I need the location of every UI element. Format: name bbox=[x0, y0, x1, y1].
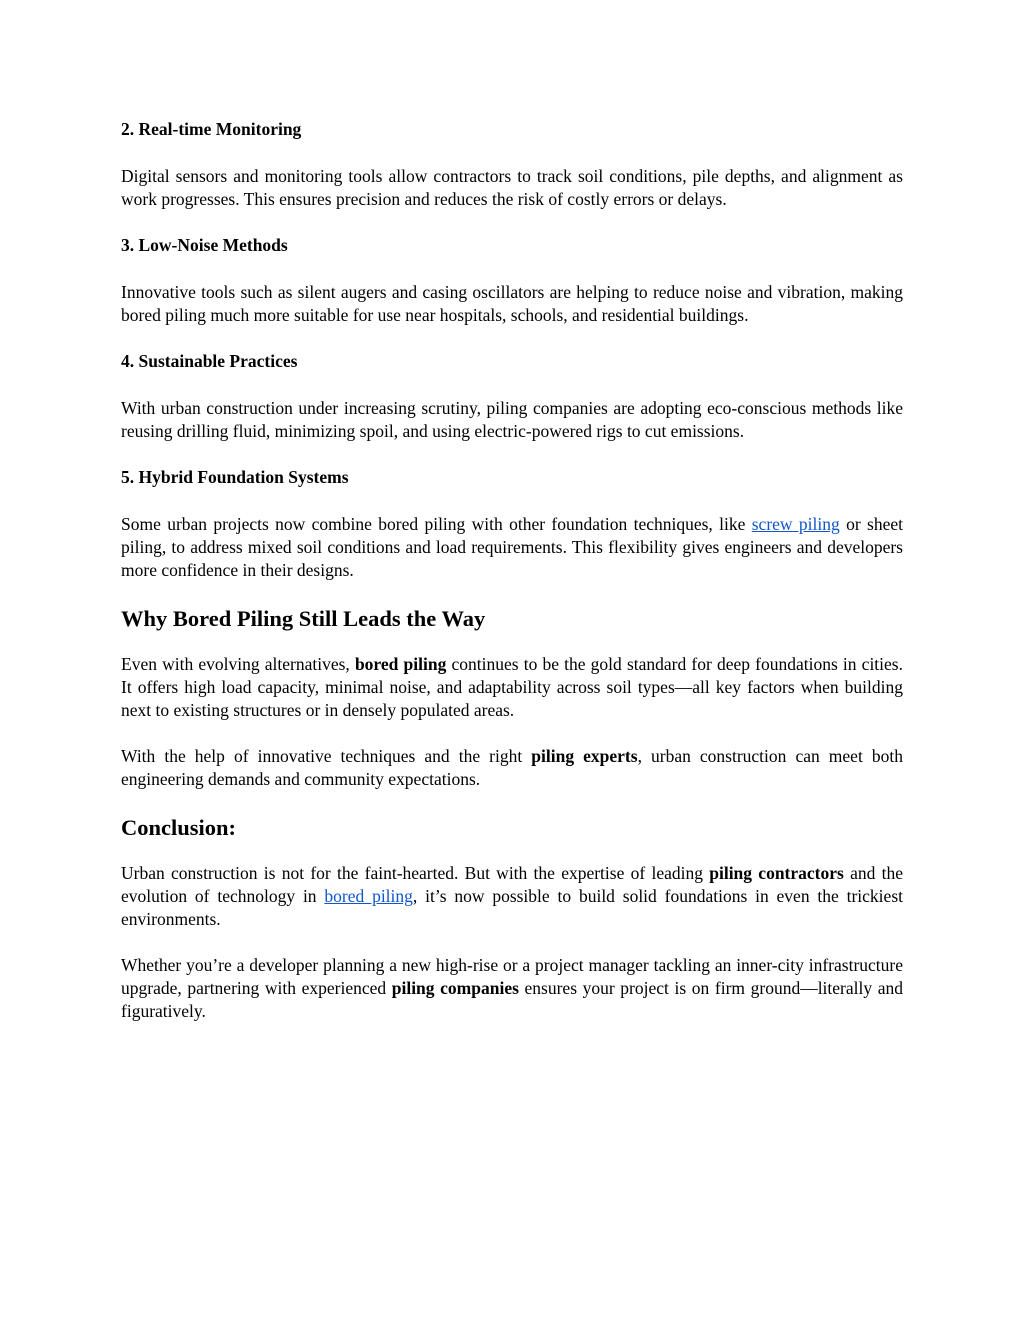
paragraph-low-noise-methods: Innovative tools such as silent augers and casing oscillators are helping to reduce noise and vibration, making bored piling much more suitable for use near hospitals, schools, and residential buildings. bbox=[121, 282, 903, 325]
text-run: Even with evolving alternatives, bbox=[121, 654, 355, 674]
text-run: With the help of innovative techniques and the right bbox=[121, 746, 532, 766]
bored-piling-link[interactable]: bored piling bbox=[324, 886, 413, 906]
bold-piling-companies: piling companies bbox=[391, 978, 519, 998]
paragraph-conclusion-1 bbox=[121, 862, 903, 931]
text-run: continues to be the gold standard for deep foundations in cities. It offers high load capacity, minimal noise, and adaptability across soil types—all key factors when building next to existing structures or in densely populated areas. bbox=[121, 654, 903, 720]
section-heading-low-noise-methods: 3. Low-Noise Methods bbox=[121, 235, 288, 255]
bold-piling-contractors: piling contractors bbox=[709, 863, 844, 883]
heading-why-bored-piling: Why Bored Piling Still Leads the Way bbox=[121, 606, 486, 631]
section-heading-real-time-monitoring: 2. Real-time Monitoring bbox=[121, 119, 302, 139]
screw-piling-link[interactable]: screw piling bbox=[751, 514, 840, 534]
text-run: , urban construction can meet both engineering demands and community expectations. bbox=[121, 746, 903, 789]
bold-piling-experts: piling experts bbox=[531, 746, 638, 766]
text-run: Some urban projects now combine bored piling with other foundation techniques, like bbox=[121, 514, 752, 534]
section-heading-hybrid-foundation-systems: 5. Hybrid Foundation Systems bbox=[121, 467, 349, 487]
paragraph-hybrid-foundation-systems bbox=[121, 513, 903, 582]
text-run: Whether you’re a developer planning a new high-rise or a project manager tackling an inner-city infrastructure upgrade, partnering with experienced bbox=[121, 955, 903, 998]
paragraph-conclusion-2 bbox=[121, 954, 903, 1023]
paragraph-sustainable-practices: With urban construction under increasing scrutiny, piling companies are adopting eco-conscious methods like reusing drilling fluid, minimizing spoil, and using electric-powered rigs to cut emissions. bbox=[121, 398, 903, 441]
paragraph-why-bored-piling-2 bbox=[121, 745, 903, 791]
text-run: or sheet piling, to address mixed soil conditions and load requirements. This flexibility gives engineers and developers more confidence in their designs. bbox=[121, 514, 903, 580]
document-page bbox=[121, 118, 903, 1046]
text-run: Urban construction is not for the faint-hearted. But with the expertise of leading bbox=[121, 863, 710, 883]
paragraph-why-bored-piling-1 bbox=[121, 653, 903, 722]
text-run: ensures your project is on firm ground—literally and figuratively. bbox=[121, 978, 903, 1021]
section-heading-sustainable-practices: 4. Sustainable Practices bbox=[121, 351, 298, 371]
text-run: , it’s now possible to build solid foundations in even the trickiest environments. bbox=[121, 886, 903, 929]
text-run: and the evolution of technology in bbox=[121, 863, 903, 906]
bold-bored-piling: bored piling bbox=[354, 654, 447, 674]
paragraph-real-time-monitoring: Digital sensors and monitoring tools allow contractors to track soil conditions, pile depths, and alignment as work progresses. This ensures precision and reduces the risk of costly errors or delays. bbox=[121, 166, 903, 209]
heading-conclusion: Conclusion: bbox=[121, 815, 237, 840]
